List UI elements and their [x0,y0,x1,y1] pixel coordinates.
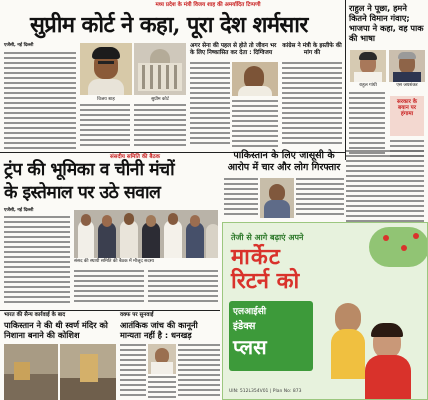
digvijay-text [190,62,230,150]
ad-line-2: मार्केट [231,244,281,270]
digvijay-photo [232,62,278,96]
dhankhar-text-3 [178,344,220,400]
ad-line-1: तेजी से आगे बढ़ाएं अपने [231,233,304,242]
vijay-shah-caption: विजय शाह [97,97,115,102]
lic-advertisement[interactable] [222,222,428,400]
pakistan-spy-photo [260,178,294,218]
digvijay-headline: अगर सेना की पहल से होते तो जीवन भर के लिए निष्कासित कर देता : दिग्विजय [190,43,277,56]
rahul-text [349,92,385,158]
rahul-box: सरकार के बयान पर हंगामा [390,96,424,136]
ad-child-body [331,329,365,379]
top-kicker: मध्य प्रदेश के मंत्री विजय शाह की अमर्यादित टिप्पणी [155,2,261,8]
dhankhar-photo [148,344,176,374]
jaishankar-photo [389,50,425,82]
vijay-shah-photo [80,43,132,95]
golden-temple-photo-1 [4,344,58,400]
top-headline: सुप्रीम कोर्ट ने कहा, पूरा देश शर्मसार [30,12,308,38]
trump-byline: एजेंसी, नई दिल्ली [4,208,34,213]
trump-kicker: संसदीय समिति की बैठक [110,154,160,160]
rahul-photo [350,50,386,82]
trump-headline-2: के इस्तेमाल पर उठे सवाल [4,183,161,203]
ad-woman-body [365,355,411,400]
top-left-text-column [4,52,76,149]
committee-photo [74,210,218,258]
trump-headline-1: ट्रंप की भूमिका व चीनी मंचों [4,160,175,180]
top-text-column-2 [80,104,130,149]
ad-brand-1: एलआईसी [233,307,267,317]
dhankhar-kicker: वक्फ पर सुनवाई [120,312,154,318]
supreme-court-caption: सुप्रीम कोर्ट [151,97,169,102]
section-rule-2 [0,310,220,311]
ad-brand-2: इंडेक्स [233,321,256,332]
column-divider [345,0,346,160]
ad-brand-box [229,301,313,371]
pakistan-spy-headline: पाकिस्तान के लिए जासूसी के आरोप में चार और लोग गिरफ्तार [227,150,341,173]
trump-text-column-3 [148,270,218,308]
trump-text-column-2 [74,270,144,308]
congress-headline: कांग्रेस ने मंत्री के इस्तीफे की मांग की [282,43,342,56]
dhankhar-headline: आतंकिक जांच की कानूनी मान्यता नहीं है : धनखड़ [120,320,198,340]
ad-brand-3: प्लस [233,335,267,359]
golden-temple-kicker: भारत की सैन्य कार्रवाई के बाद [4,312,66,318]
rahul-headline: राहुल ने पूछा, हमने कितने विमान गंवाए; भाजपा ने कहा, वह पाक की भाषा [349,3,424,43]
pakistan-text-1 [224,178,258,218]
rahul-caption: राहुल गांधी [359,83,377,88]
dhankhar-text-1 [120,344,146,400]
golden-temple-headline: पाकिस्तान ने की थी स्वर्ण मंदिर को निशाना बनाने की कोशिश [4,320,108,340]
golden-temple-photo-2 [60,344,116,400]
supreme-court-photo [134,43,186,95]
trump-text-column [4,216,70,308]
right-column-text [346,150,424,230]
pakistan-text-2 [296,178,344,218]
top-text-column-3 [134,104,186,149]
ad-line-3: रिटर्न को [231,268,300,294]
ad-woman-hair [371,323,403,337]
top-byline: एजेंसी, नई दिल्ली [4,43,34,48]
committee-photo-caption: संसद की स्थायी समिति की बैठक में मौजूद सदस्य [74,259,154,264]
congress-text [282,62,342,150]
ad-footer: UIN: 512L354V01 | Plan No: 873 [229,389,302,394]
jaishankar-caption: एस जयशंकर [396,83,418,88]
digvijay-text-2 [232,100,278,150]
dhankhar-text-2 [148,376,176,400]
